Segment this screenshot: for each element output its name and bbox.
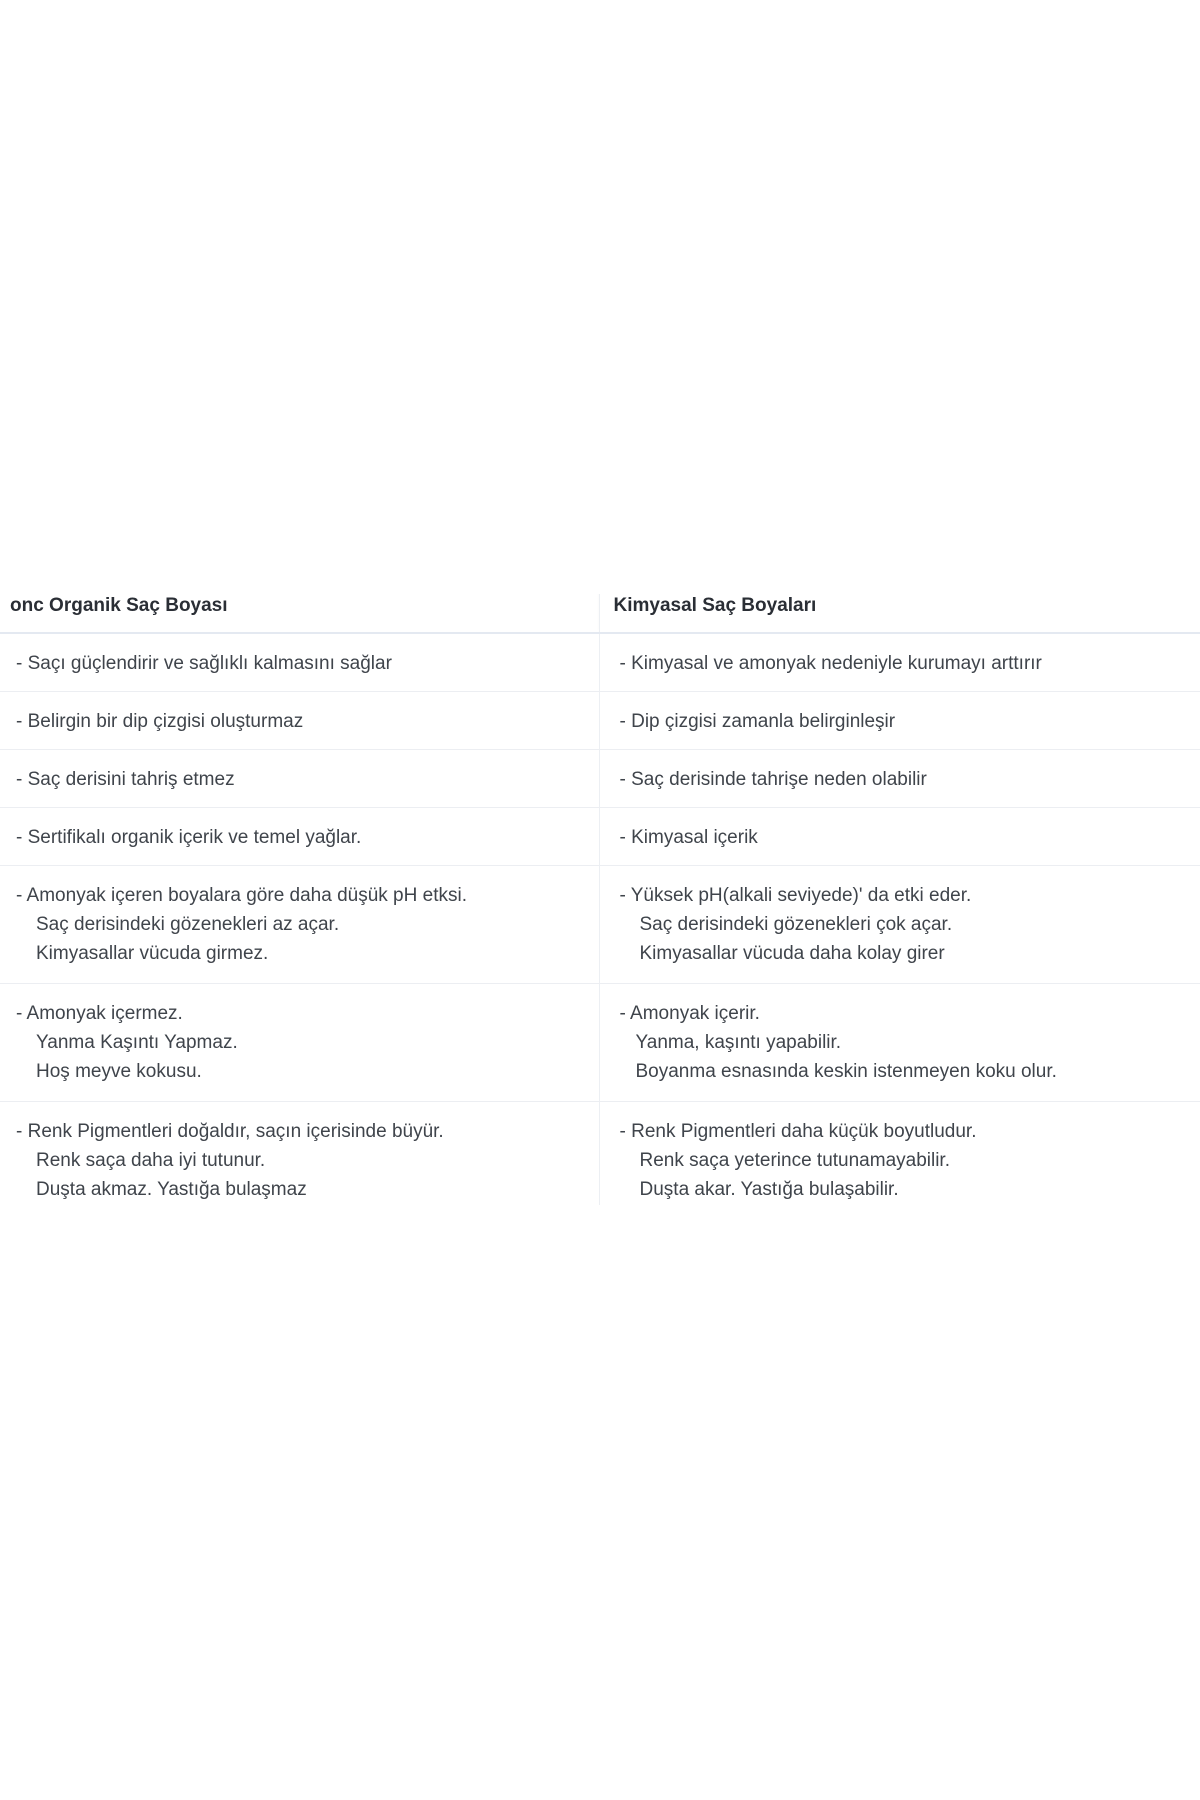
cell-line: Renk saça daha iyi tutunur. xyxy=(36,1149,266,1171)
header-right-label: Kimyasal Saç Boyaları xyxy=(613,595,817,616)
table-row xyxy=(0,807,1200,865)
table-row xyxy=(0,1101,1200,1205)
cell-right xyxy=(599,865,1200,983)
cell-line: - Amonyak içeren boyalara göre daha düşük pH etksi. xyxy=(16,884,467,906)
cell-line: - Amonyak içerir. xyxy=(619,1002,760,1024)
cell-right xyxy=(599,1101,1200,1205)
header-left-label: onc Organik Saç Boyası xyxy=(10,595,228,616)
cell-line: - Saç derisinde tahrişe neden olabilir xyxy=(619,768,927,790)
cell-line: Saç derisindeki gözenekleri çok açar. xyxy=(639,913,953,935)
cell-line: - Sertifikalı organik içerik ve temel yağlar. xyxy=(16,826,362,848)
cell-line: Yanma Kaşıntı Yapmaz. xyxy=(36,1031,238,1053)
cell-left xyxy=(0,1101,599,1205)
cell-line: - Dip çizgisi zamanla belirginleşir xyxy=(619,710,896,732)
cell-right xyxy=(599,633,1200,691)
cell-left xyxy=(0,691,599,749)
cell-left xyxy=(0,865,599,983)
header-organic-hair-dye xyxy=(0,594,599,633)
cell-line: - Saçı güçlendirir ve sağlıklı kalmasını sağlar xyxy=(16,653,392,674)
table-row xyxy=(0,691,1200,749)
table-row xyxy=(0,983,1200,1101)
comparison-table xyxy=(0,594,1200,1205)
cell-line: Duşta akar. Yastığa bulaşabilir. xyxy=(639,1178,899,1200)
cell-line: Kimyasallar vücuda girmez. xyxy=(36,942,269,964)
cell-right xyxy=(599,807,1200,865)
cell-line: - Amonyak içermez. xyxy=(16,1002,183,1024)
cell-line: - Yüksek pH(alkali seviyede)' da etki eder. xyxy=(619,884,972,906)
cell-line: Renk saça yeterince tutunamayabilir. xyxy=(639,1149,950,1171)
cell-line: Saç derisindeki gözenekleri az açar. xyxy=(36,913,340,935)
cell-line: - Renk Pigmentleri doğaldır, saçın içerisinde büyür. xyxy=(16,1120,444,1142)
cell-line: - Kimyasal içerik xyxy=(619,826,758,848)
cell-line: - Renk Pigmentleri daha küçük boyutludur. xyxy=(619,1120,977,1142)
cell-left xyxy=(0,633,599,691)
cell-line: Hoş meyve kokusu. xyxy=(36,1060,202,1082)
cell-left xyxy=(0,807,599,865)
cell-line: Duşta akmaz. Yastığa bulaşmaz xyxy=(36,1178,307,1200)
cell-right xyxy=(599,983,1200,1101)
table-row xyxy=(0,749,1200,807)
cell-line: - Saç derisini tahriş etmez xyxy=(16,768,235,790)
cell-line: Kimyasallar vücuda daha kolay girer xyxy=(639,942,945,964)
cell-line: Yanma, kaşıntı yapabilir. xyxy=(635,1031,842,1053)
cell-line: Boyanma esnasında keskin istenmeyen koku olur. xyxy=(635,1060,1057,1082)
table-header-row xyxy=(0,594,1200,633)
cell-right xyxy=(599,749,1200,807)
cell-left xyxy=(0,983,599,1101)
comparison-table-container xyxy=(0,594,1200,1208)
table-row xyxy=(0,865,1200,983)
table-row xyxy=(0,633,1200,691)
cell-line: - Kimyasal ve amonyak nedeniyle kurumayı arttırır xyxy=(619,653,1042,674)
cell-line: - Belirgin bir dip çizgisi oluşturmaz xyxy=(16,710,304,732)
cell-left xyxy=(0,749,599,807)
header-chemical-hair-dye xyxy=(599,594,1200,633)
cell-right xyxy=(599,691,1200,749)
